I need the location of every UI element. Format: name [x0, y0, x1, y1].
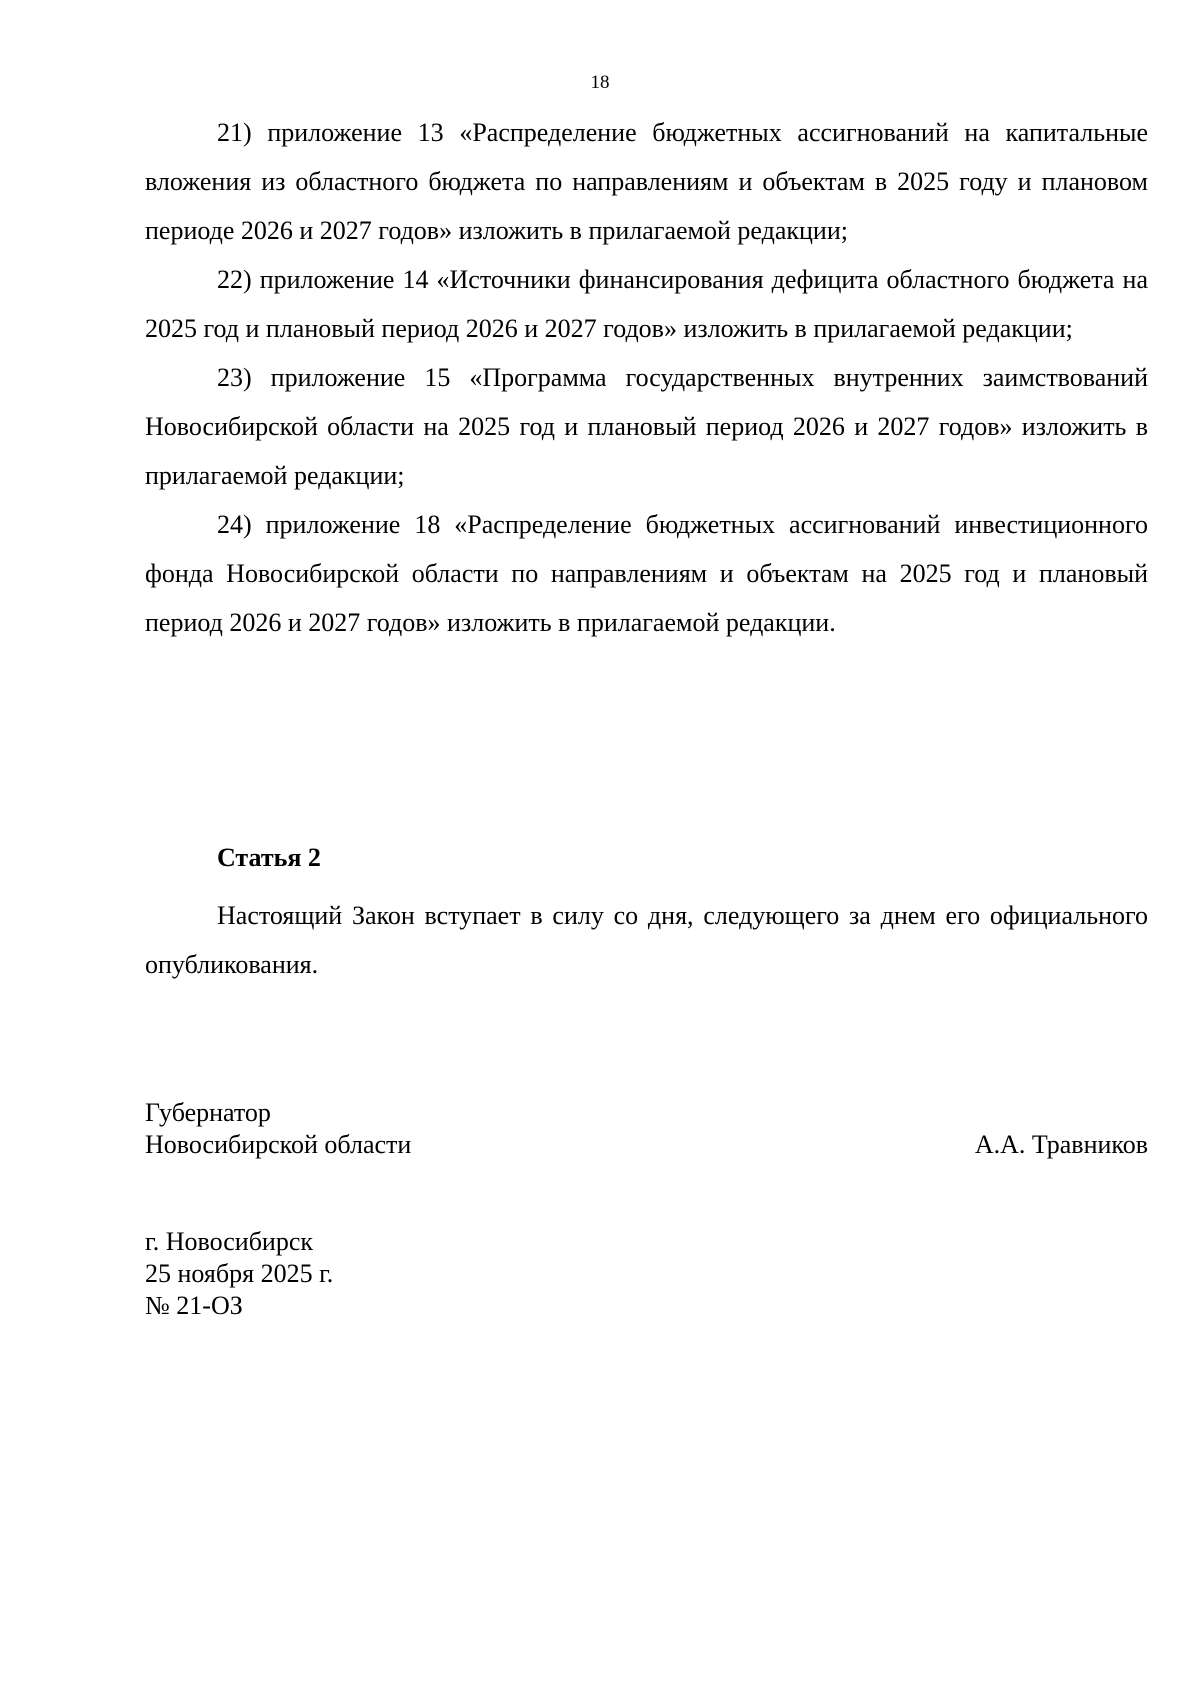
- amendment-item-21: 21) приложение 13 «Распределение бюджетных ассигнований на капитальные вложения из областного бюджета по направлениям и объектам в 2025 году и плановом периоде 2026 и 2027 годов» изложить в прилагаемой редакции;: [145, 118, 1148, 245]
- page-number: 18: [590, 72, 610, 93]
- signature-row: [145, 1129, 1148, 1161]
- signatory-position: Губернатор: [145, 1098, 271, 1127]
- law-number: № 21-ОЗ: [145, 1291, 243, 1320]
- signature-block: [145, 1097, 1148, 1161]
- article-body: [145, 891, 1148, 989]
- amendment-list: [145, 108, 1148, 647]
- signatory-region: Новосибирской области: [145, 1130, 412, 1159]
- article-heading: Статья 2: [217, 843, 321, 872]
- amendment-item-24: 24) приложение 18 «Распределение бюджетных ассигнований инвестиционного фонда Новосибирской области по направлениям и объектам на 2025 год и плановый период 2026 и 2027 годов» изложить в прилагаемой редакции.: [145, 510, 1148, 637]
- amendment-item-22: 22) приложение 14 «Источники финансирования дефицита областного бюджета на 2025 год и плановый период 2026 и 2027 годов» изложить в прилагаемой редакции;: [145, 265, 1148, 343]
- signatory-name: А.А. Травников: [974, 1130, 1148, 1159]
- document-date: 25 ноября 2025 г.: [145, 1259, 334, 1288]
- article-text: Настоящий Закон вступает в силу со дня, следующего за днем его официального опубликования.: [145, 901, 1148, 979]
- place-city: г. Новосибирск: [145, 1227, 314, 1256]
- amendment-item-23: 23) приложение 15 «Программа государственных внутренних заимствований Новосибирской области на 2025 год и плановый период 2026 и 2027 годов» изложить в прилагаемой редакции;: [145, 363, 1148, 490]
- place-date-block: [145, 1226, 333, 1322]
